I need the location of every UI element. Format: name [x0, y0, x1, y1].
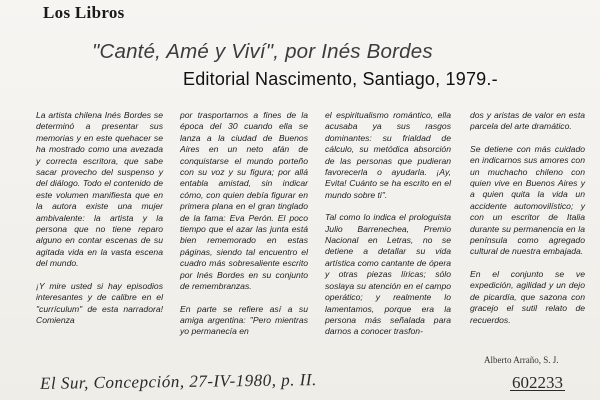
publisher-line: Editorial Nascimento, Santiago, 1979.-: [183, 69, 498, 89]
text-column-3: [325, 110, 451, 338]
paragraph: el espiritualismo romántico, ella acusaba ya sus rasgos dominantes: su frialdad de cálculo, su metódica absorción de las personas que pudieran favorecerla o ayudarla. ¡Ay, Evita! Cuánto se ha escrito en el mundo sobre ti".: [325, 110, 451, 200]
text-column-1: [36, 110, 163, 326]
section-heading: Los Libros: [43, 3, 125, 22]
paragraph: En parte se refiere así a su amiga argentina: "Pero mientras yo permanecía en: [180, 303, 308, 337]
text-column-2: [180, 110, 308, 338]
handwritten-catalog-number: 602233: [512, 373, 563, 392]
paragraph: por trasportarnos a fines de la época del 30 cuando ella se lanza a la ciudad de Buenos Aires en un neto afán de conquistarse el mundo porteño con su voz y su figura; por allá entabla amistad, sin indicar cómo, con quien debía figurar en primera plana en el gran tinglado de la fama: Eva Perón. El poco tiempo que el azar las junta está bien rememorado en estas páginas, siendo tal encuentro el cuadro más sobresaliente escrito por Inés Bordes en su conjunto de remembranzas.: [180, 110, 308, 292]
author-signature: Alberto Arraño, S. J.: [484, 355, 559, 365]
handwritten-source-note: El Sur, Concepción, 27-IV-1980, p. II.: [39, 370, 317, 393]
paragraph: Tal como lo indica el prologuista Julio Barrenechea, Premio Nacional en Letras, no se detiene a detallar su vida artística como cantante de ópera y otras piezas líricas; sólo soslaya su atención en el campo operático; y realmente lo lamentamos, porque era la persona más señalada para darnos a conocer trasfon-: [325, 212, 451, 337]
paragraph: ¡Y mire usted si hay episodios interesantes y de calibre en el "currículum" de esta narradora! Comienza: [36, 280, 163, 325]
text-column-4: [470, 110, 585, 326]
review-title: "Canté, Amé y Viví", por Inés Bordes: [92, 40, 433, 63]
paragraph: En el conjunto se ve expedición, agilidad y un dejo de picardía, que sazona con gracejo el sutil relato de recuerdos.: [470, 268, 585, 325]
paragraph: Se detiene con más cuidado en indicarnos sus amores con un muchacho chileno con quien vive en Buenos Aires y a quien quita la vida un accidente automovilístico; y con un escritor de Italia durante su permanencia en la península como agregado cultural de nuestra embajada.: [470, 143, 585, 257]
paragraph: La artista chilena Inés Bordes se determinó a presentar sus memorias y en este quehacer se ha mostrado como una avezada y correcta escritora, que sabe sacar provecho del suspenso y del diálogo. Todo el contenido de este volumen manifiesta que en la autora existe una mujer ambivalente: la artista y la persona que no tiene reparo alguno en contar escenas de su agitada vida en la vasta escena del mundo.: [36, 110, 163, 269]
paragraph: dos y aristas de valor en esta parcela del arte dramático.: [470, 110, 585, 132]
